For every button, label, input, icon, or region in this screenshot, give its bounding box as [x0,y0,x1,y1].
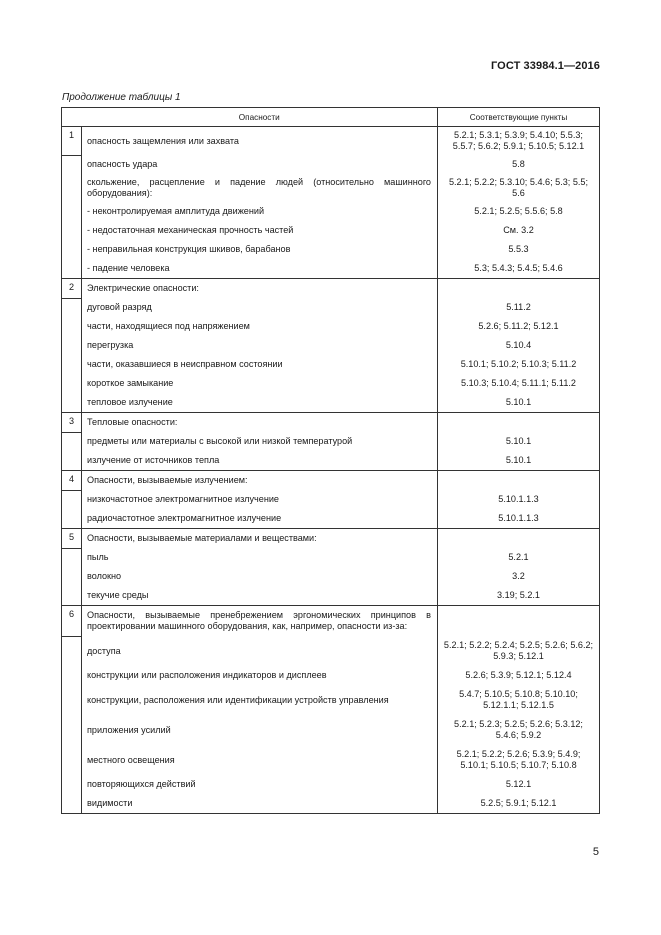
table-row [62,317,600,336]
hazard-cell: радиочастотное электромагнитное излучение [82,509,438,529]
table-row [62,355,600,374]
table-row [62,606,600,637]
table-row [62,432,600,451]
table-row [62,745,600,775]
reference-cell: 5.10.4 [438,336,600,355]
group-title: Опасности, вызываемые материалами и веществами: [82,529,438,549]
hazard-cell: текучие среды [82,586,438,606]
hazard-cell: тепловое излучение [82,393,438,413]
reference-cell: 5.4.7; 5.10.5; 5.10.8; 5.10.10; 5.12.1.1; 5.12.1.5 [438,685,600,715]
reference-cell: 5.8 [438,155,600,174]
hazard-cell: - недостаточная механическая прочность частей [87,225,294,235]
hazard-cell: видимости [82,794,438,814]
group-number-span [62,432,82,471]
group-number-span [62,298,82,413]
reference-cell: 5.3; 5.4.3; 5.4.5; 5.4.6 [438,259,600,279]
reference-cell [438,529,600,549]
reference-cell: 5.5.3 [438,240,600,259]
reference-cell [438,606,600,637]
table-row [62,775,600,794]
reference-cell: 5.10.1.1.3 [438,509,600,529]
group-number: 2 [62,279,82,299]
hazard-cell: повторяющихся действий [87,779,196,789]
table-row [62,240,600,259]
hazard-cell: дуговой разряд [87,302,152,312]
reference-cell: 5.2.1; 5.2.2; 5.3.10; 5.4.6; 5.3; 5.5; 5.6 [438,174,600,202]
reference-cell: 3.2 [438,567,600,586]
table-row [62,471,600,491]
table-row [62,548,600,567]
header-number-cell [62,108,82,127]
hazard-cell: скольжение, расцепление и падение людей (относительно машинного оборудования): [87,177,431,198]
reference-cell [438,413,600,433]
hazard-cell: - падение человека [82,259,438,279]
hazard-cell: короткое замыкание [87,378,174,388]
table-row [62,715,600,745]
table-row [62,567,600,586]
table-row [62,374,600,393]
hazard-cell: части, находящиеся под напряжением [87,321,250,331]
table-row [62,202,600,221]
hazard-cell: части, оказавшиеся в неисправном состоянии [87,359,283,369]
reference-cell: 5.2.1; 5.2.2; 5.2.4; 5.2.5; 5.2.6; 5.6.2; 5.9.3; 5.12.1 [438,636,600,666]
group-number: 3 [62,413,82,433]
reference-cell: 5.2.1; 5.3.1; 5.3.9; 5.4.10; 5.5.3; 5.5.7; 5.6.2; 5.9.1; 5.10.5; 5.12.1 [438,127,600,156]
page-number: 5 [592,846,599,858]
reference-cell: 5.2.1; 5.2.2; 5.2.6; 5.3.9; 5.4.9; 5.10.1; 5.10.5; 5.10.7; 5.10.8 [438,745,600,775]
table-row [62,794,600,814]
reference-cell: 5.10.1; 5.10.2; 5.10.3; 5.11.2 [438,355,600,374]
table-row [62,451,600,471]
table-row [62,509,600,529]
table-row [62,636,600,666]
hazard-cell: - неправильная конструкция шкивов, барабанов [87,244,291,254]
hazard-cell: - неконтролируемая амплитуда движений [87,206,265,216]
group-number-span [62,490,82,529]
reference-cell: 5.2.5; 5.9.1; 5.12.1 [438,794,600,814]
hazards-table [61,107,600,814]
reference-cell: 5.10.1 [438,451,600,471]
reference-cell: 5.10.1 [438,393,600,413]
reference-cell: 5.2.6; 5.3.9; 5.12.1; 5.12.4 [438,666,600,685]
header-references: Соответствующие пункты [438,108,600,127]
table-row [62,174,600,202]
table-row [62,490,600,509]
table-row [62,279,600,299]
table-row [62,155,600,174]
reference-cell: 5.10.1 [438,432,600,451]
group-number: 6 [62,606,82,637]
table-row [62,393,600,413]
table-header-row [62,108,600,127]
hazard-cell: местного освещения [87,754,175,765]
table-row [62,685,600,715]
hazard-cell: приложения усилий [87,724,171,735]
table-row [62,586,600,606]
group-number: 1 [62,127,82,156]
hazard-cell: предметы или материалы с высокой или низкой температурой [87,436,353,446]
hazard-cell: опасность защемления или захвата [82,127,438,156]
group-number-span [62,548,82,606]
reference-cell: 3.19; 5.2.1 [438,586,600,606]
group-number-span [62,155,82,279]
reference-cell [438,471,600,491]
hazard-cell: пыль [87,552,109,562]
group-number: 5 [62,529,82,549]
group-title: Опасности, вызываемые излучением: [82,471,438,491]
reference-cell [438,279,600,299]
hazard-cell: волокно [87,571,122,581]
hazard-cell: опасность удара [87,159,158,169]
reference-cell: 5.2.1; 5.2.5; 5.5.6; 5.8 [438,202,600,221]
hazard-cell: конструкции, расположения или идентификации устройств управления [87,694,389,705]
table-row [62,413,600,433]
table-row [62,529,600,549]
table-row [62,666,600,685]
document-code: ГОСТ 33984.1—2016 [490,60,600,72]
reference-cell: 5.12.1 [438,775,600,794]
table-row [62,127,600,156]
group-title: Электрические опасности: [82,279,438,299]
reference-cell: 5.2.1 [438,548,600,567]
reference-cell: См. 3.2 [438,221,600,240]
hazard-cell: доступа [87,645,121,656]
hazard-cell: перегрузка [87,340,134,350]
reference-cell: 5.11.2 [438,298,600,317]
hazard-cell: низкочастотное электромагнитное излучение [87,494,279,504]
group-title: Тепловые опасности: [82,413,438,433]
hazard-cell: излучение от источников тепла [82,451,438,471]
hazard-cell: конструкции или расположения индикаторов и дисплеев [87,670,327,680]
table-row [62,336,600,355]
group-title: Опасности, вызываемые пренебрежением эргономических принципов в проектировании машинного оборудования, как, например, опасности из-за: [82,606,438,637]
reference-cell: 5.10.1.1.3 [438,490,600,509]
table-row [62,259,600,279]
table-row [62,221,600,240]
reference-cell: 5.2.1; 5.2.3; 5.2.5; 5.2.6; 5.3.12; 5.4.6; 5.9.2 [438,715,600,745]
table-row [62,298,600,317]
group-number: 4 [62,471,82,491]
header-hazards: Опасности [82,108,438,127]
reference-cell: 5.2.6; 5.11.2; 5.12.1 [438,317,600,336]
group-number-span [62,636,82,814]
table-continuation-title: Продолжение таблицы 1 [62,92,181,103]
reference-cell: 5.10.3; 5.10.4; 5.11.1; 5.11.2 [438,374,600,393]
